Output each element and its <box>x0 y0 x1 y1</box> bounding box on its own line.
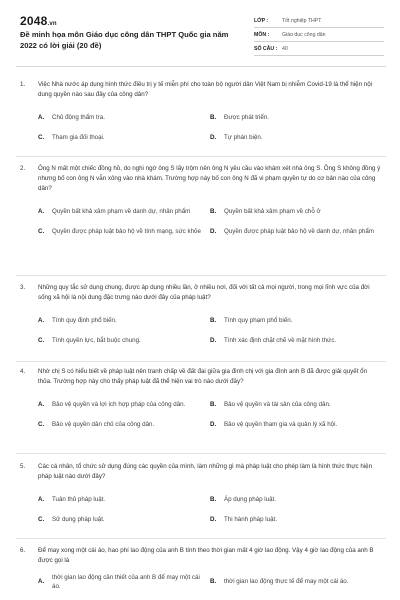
option-b[interactable] <box>210 202 382 222</box>
option-text: Chủ động thẩm tra. <box>52 114 105 122</box>
option-letter: D. <box>210 421 217 429</box>
option-letter: C. <box>38 516 45 524</box>
option-b[interactable] <box>210 108 382 128</box>
answer-options <box>38 572 382 592</box>
option-letter: C. <box>38 134 45 142</box>
option-text: Tính quy định phổ biến. <box>52 317 117 325</box>
option-text: Thi hành pháp luật. <box>224 516 277 524</box>
option-letter: D. <box>210 516 217 524</box>
option-text: Tự phán biện. <box>224 134 263 142</box>
option-letter: B. <box>210 317 217 325</box>
option-text: Bảo vệ quyền tham gia và quản lý xã hội. <box>224 421 338 429</box>
option-text: Quyền bất khả xâm phạm về danh dự, nhân phẩm <box>52 208 191 216</box>
meta-row-class <box>254 14 384 28</box>
question-2 <box>20 164 382 242</box>
answer-options <box>38 108 382 148</box>
question-number: 4. <box>20 368 26 375</box>
option-letter: C. <box>38 228 45 236</box>
answer-options <box>38 311 382 351</box>
question-divider <box>16 453 386 454</box>
option-text: Bảo vệ quyền dân chủ của công dân. <box>52 421 155 429</box>
question-divider <box>16 538 386 539</box>
option-c[interactable] <box>38 415 210 435</box>
option-letter: B. <box>210 401 217 409</box>
meta-label: MÔN : <box>254 31 270 38</box>
meta-row-subject <box>254 28 384 42</box>
option-a[interactable] <box>38 490 210 510</box>
option-letter: A. <box>38 496 45 504</box>
option-text: Tính quy phạm phổ biến. <box>224 317 293 325</box>
option-letter: B. <box>210 496 217 504</box>
document-header <box>0 0 400 64</box>
meta-label: SỐ CÂU : <box>254 45 278 52</box>
meta-label: LỚP : <box>254 17 269 24</box>
option-d[interactable] <box>210 331 382 351</box>
option-a[interactable] <box>38 202 210 222</box>
meta-value: Tốt nghiệp THPT <box>282 17 322 24</box>
option-a[interactable] <box>38 572 210 592</box>
question-text: Ông N mất một chiếc đồng hồ, do nghi ngờ ông S lấy trộm nên ông N yêu cầu vào khám xét nhà ông S. Ông S không đồng ý nhưng bố con ông N vẫn xông vào nhà khám. Trường hợp này bố con ông N đã vi phạm quyền tự do cơ bản nào của công dân? <box>38 165 381 192</box>
option-letter: D. <box>210 228 217 236</box>
question-text: Nhờ chị S có hiểu biết về pháp luật nên tranh chấp về đất đai giữa gia đình chị với gia đình anh B đã được giải quyết ổn thỏa. Trường hợp này cho thấy pháp luật đã thể hiện vai trò nào dưới đây? <box>38 368 368 385</box>
option-a[interactable] <box>38 395 210 415</box>
document-meta <box>254 14 384 56</box>
option-c[interactable] <box>38 222 210 242</box>
option-letter: A. <box>38 578 45 586</box>
meta-value: Giáo dục công dân <box>282 31 326 38</box>
answer-options <box>38 202 382 242</box>
option-letter: B. <box>210 114 217 122</box>
option-text: Bảo vệ quyền và tài sản của công dân. <box>224 401 331 409</box>
question-divider <box>16 156 386 157</box>
question-number: 5. <box>20 463 26 470</box>
question-4 <box>20 367 382 435</box>
option-text: Được phát triển. <box>224 114 269 122</box>
option-text: Tuân thủ pháp luật. <box>52 496 106 504</box>
option-letter: A. <box>38 401 45 409</box>
question-number: 3. <box>20 284 26 291</box>
option-letter: A. <box>38 317 45 325</box>
option-d[interactable] <box>210 128 382 148</box>
option-text: Sử dụng pháp luật. <box>52 516 105 524</box>
option-text: Bảo vệ quyền và lợi ích hợp pháp của công dân. <box>52 401 186 409</box>
question-number: 1. <box>20 81 26 88</box>
option-text: Quyền được pháp luật bảo hộ về tính mạng, sức khỏe <box>52 228 201 236</box>
question-text: Để may xong một cái áo, hao phí lao động của anh B tính theo thời gian mất 4 giờ lao động. Vậy 4 giờ lao động của anh B được gọi là <box>38 547 374 564</box>
option-a[interactable] <box>38 311 210 331</box>
option-letter: B. <box>210 208 217 216</box>
option-letter: B. <box>210 578 217 586</box>
option-c[interactable] <box>38 331 210 351</box>
option-text: Quyền được pháp luật bảo hộ về danh dự, nhân phẩm <box>224 228 374 236</box>
option-text: Áp dụng pháp luật. <box>224 496 276 504</box>
question-divider <box>16 361 386 362</box>
site-logo[interactable] <box>20 14 57 28</box>
option-a[interactable] <box>38 108 210 128</box>
option-b[interactable] <box>210 395 382 415</box>
question-divider <box>16 275 386 276</box>
option-text: Tính xác định chặt chẽ về mặt hình thức. <box>224 337 337 345</box>
logo-suffix: .vn <box>47 21 57 27</box>
option-d[interactable] <box>210 222 382 242</box>
meta-row-count <box>254 42 384 56</box>
question-text: Các cá nhân, tổ chức sử dụng đúng các quyền của mình, làm những gì mà pháp luật cho phép làm là hình thức thực hiện pháp luật nào dưới đây? <box>38 463 373 480</box>
option-text: Tham gia đối thoại. <box>52 134 105 142</box>
option-text: Quyền bất khả xâm phạm về chỗ ở <box>224 208 321 216</box>
question-text: Những quy tắc sử dụng chung, được áp dụng nhiều lần, ở nhiều nơi, đối với tất cả mọi người, trong mọi lĩnh vực của đời sống xã hội là nội dung đặc trưng nào dưới đây của pháp luật? <box>38 284 370 301</box>
question-number: 6. <box>20 547 26 554</box>
option-letter: C. <box>38 337 45 345</box>
option-b[interactable] <box>210 572 382 592</box>
option-letter: A. <box>38 208 45 216</box>
option-d[interactable] <box>210 510 382 530</box>
answer-options <box>38 395 382 435</box>
question-3 <box>20 283 382 351</box>
option-b[interactable] <box>210 490 382 510</box>
logo-text: 2048 <box>20 14 48 28</box>
option-letter: A. <box>38 114 45 122</box>
option-text: Tính quyền lực, bắt buộc chung. <box>52 337 141 345</box>
option-letter: D. <box>210 337 217 345</box>
header-divider <box>16 66 386 67</box>
question-text: Việc Nhà nước áp dụng hình thức điều trị y tế miễn phí cho toàn bộ người dân Việt Nam bị nhiễm Covid-19 là thể hiện nội dung quyền nào sau đây của công dân? <box>38 81 373 98</box>
question-6 <box>20 546 382 592</box>
option-text: thời gian lao động cần thiết của anh B để may một cái áo. <box>52 573 200 590</box>
option-letter: D. <box>210 134 217 142</box>
option-b[interactable] <box>210 311 382 331</box>
option-letter: C. <box>38 421 45 429</box>
option-d[interactable] <box>210 415 382 435</box>
meta-value: 40 <box>282 45 288 52</box>
option-text: thời gian lao động thực tế để may một cái áo. <box>224 578 349 586</box>
question-5 <box>20 462 382 530</box>
option-c[interactable] <box>38 128 210 148</box>
answer-options <box>38 490 382 530</box>
document-title: Đề minh họa môn Giáo dục công dân THPT Quốc gia năm 2022 có lời giải (20 đề) <box>20 30 229 50</box>
option-c[interactable] <box>38 510 210 530</box>
question-1 <box>20 80 382 148</box>
question-number: 2. <box>20 165 26 172</box>
